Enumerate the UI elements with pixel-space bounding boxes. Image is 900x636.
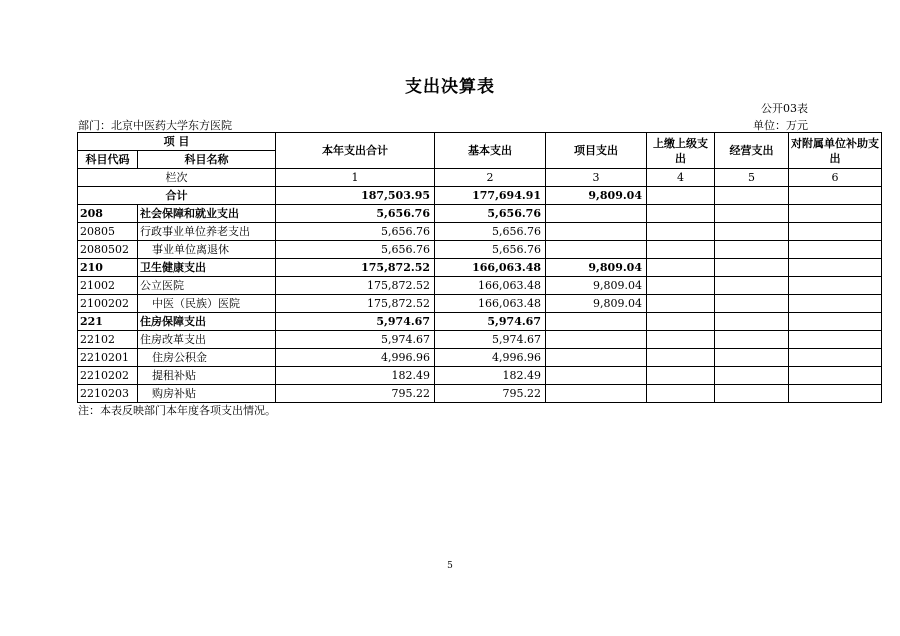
amount-basic: 182.49 <box>435 367 546 385</box>
header-code: 科目代码 <box>78 151 138 169</box>
amount-subsidy <box>789 241 882 259</box>
amount-basic: 166,063.48 <box>435 259 546 277</box>
amount-upper <box>647 331 715 349</box>
amount-basic: 166,063.48 <box>435 277 546 295</box>
amount-project <box>546 205 647 223</box>
total-upper <box>647 187 715 205</box>
amount-basic: 795.22 <box>435 385 546 403</box>
total-business <box>715 187 789 205</box>
header-basic: 基本支出 <box>435 133 546 169</box>
amount-business <box>715 295 789 313</box>
total-label: 合计 <box>78 187 276 205</box>
seq-label: 栏次 <box>78 169 276 187</box>
amount-basic: 166,063.48 <box>435 295 546 313</box>
amount-business <box>715 313 789 331</box>
seq-num: 4 <box>647 169 715 187</box>
amount-subsidy <box>789 385 882 403</box>
subject-code: 2210201 <box>78 349 138 367</box>
header-upper-payment: 上缴上级支出 <box>647 133 715 169</box>
table-row <box>78 205 882 223</box>
subject-name: 事业单位离退休 <box>138 241 276 259</box>
subject-code: 21002 <box>78 277 138 295</box>
amount-business <box>715 277 789 295</box>
amount-project <box>546 385 647 403</box>
amount-project <box>546 223 647 241</box>
amount-total: 182.49 <box>276 367 435 385</box>
department-label: 部门：北京中医药大学东方医院 <box>78 119 232 132</box>
amount-total: 5,656.76 <box>276 205 435 223</box>
amount-project <box>546 367 647 385</box>
amount-subsidy <box>789 313 882 331</box>
subject-name: 公立医院 <box>138 277 276 295</box>
table-row <box>78 367 882 385</box>
header-subsidy: 对附属单位补助支出 <box>789 133 882 169</box>
amount-business <box>715 223 789 241</box>
seq-num: 3 <box>546 169 647 187</box>
amount-basic: 5,974.67 <box>435 313 546 331</box>
page-title: 支出决算表 <box>405 77 495 97</box>
unit-label: 单位：万元 <box>753 119 808 132</box>
amount-upper <box>647 295 715 313</box>
seq-num: 2 <box>435 169 546 187</box>
amount-subsidy <box>789 205 882 223</box>
subject-code: 208 <box>78 205 138 223</box>
amount-subsidy <box>789 295 882 313</box>
amount-project <box>546 313 647 331</box>
amount-basic: 4,996.96 <box>435 349 546 367</box>
expenditure-table <box>77 132 882 403</box>
amount-subsidy <box>789 223 882 241</box>
footnote: 注：本表反映部门本年度各项支出情况。 <box>78 404 276 417</box>
subject-code: 210 <box>78 259 138 277</box>
amount-total: 175,872.52 <box>276 277 435 295</box>
seq-num: 1 <box>276 169 435 187</box>
total-subsidy <box>789 187 882 205</box>
amount-upper <box>647 241 715 259</box>
table-row <box>78 349 882 367</box>
amount-total: 175,872.52 <box>276 259 435 277</box>
amount-business <box>715 349 789 367</box>
subject-code: 2210202 <box>78 367 138 385</box>
amount-upper <box>647 385 715 403</box>
subject-name: 住房公积金 <box>138 349 276 367</box>
amount-subsidy <box>789 331 882 349</box>
amount-project: 9,809.04 <box>546 277 647 295</box>
amount-project <box>546 349 647 367</box>
seq-num: 5 <box>715 169 789 187</box>
amount-upper <box>647 367 715 385</box>
total-basic: 177,694.91 <box>435 187 546 205</box>
table-row <box>78 313 882 331</box>
amount-upper <box>647 259 715 277</box>
subject-name: 住房保障支出 <box>138 313 276 331</box>
amount-project <box>546 331 647 349</box>
subject-code: 221 <box>78 313 138 331</box>
amount-business <box>715 385 789 403</box>
table-row <box>78 385 882 403</box>
amount-basic: 5,974.67 <box>435 331 546 349</box>
header-project: 项 目 <box>78 133 276 151</box>
amount-upper <box>647 223 715 241</box>
header-total: 本年支出合计 <box>276 133 435 169</box>
amount-project: 9,809.04 <box>546 259 647 277</box>
amount-project <box>546 241 647 259</box>
amount-business <box>715 205 789 223</box>
table-row <box>78 295 882 313</box>
table-row <box>78 241 882 259</box>
amount-total: 795.22 <box>276 385 435 403</box>
amount-basic: 5,656.76 <box>435 205 546 223</box>
subject-name: 提租补贴 <box>138 367 276 385</box>
subject-code: 2100202 <box>78 295 138 313</box>
amount-subsidy <box>789 367 882 385</box>
amount-upper <box>647 205 715 223</box>
amount-upper <box>647 313 715 331</box>
header-name: 科目名称 <box>138 151 276 169</box>
subject-code: 20805 <box>78 223 138 241</box>
subject-code: 2210203 <box>78 385 138 403</box>
amount-business <box>715 367 789 385</box>
table-row <box>78 259 882 277</box>
amount-total: 5,974.67 <box>276 331 435 349</box>
amount-business <box>715 241 789 259</box>
amount-upper <box>647 277 715 295</box>
amount-business <box>715 331 789 349</box>
amount-total: 5,656.76 <box>276 241 435 259</box>
subject-name: 社会保障和就业支出 <box>138 205 276 223</box>
page-number: 5 <box>447 561 453 571</box>
amount-subsidy <box>789 277 882 295</box>
amount-subsidy <box>789 259 882 277</box>
subject-code: 2080502 <box>78 241 138 259</box>
amount-total: 4,996.96 <box>276 349 435 367</box>
amount-upper <box>647 349 715 367</box>
seq-num: 6 <box>789 169 882 187</box>
amount-total: 175,872.52 <box>276 295 435 313</box>
subject-name: 购房补贴 <box>138 385 276 403</box>
form-code-label: 公开03表 <box>761 102 808 115</box>
total-project: 9,809.04 <box>546 187 647 205</box>
total-amount: 187,503.95 <box>276 187 435 205</box>
amount-project: 9,809.04 <box>546 295 647 313</box>
amount-total: 5,974.67 <box>276 313 435 331</box>
subject-name: 行政事业单位养老支出 <box>138 223 276 241</box>
header-project-expense: 项目支出 <box>546 133 647 169</box>
table-row <box>78 223 882 241</box>
amount-total: 5,656.76 <box>276 223 435 241</box>
subject-name: 中医（民族）医院 <box>138 295 276 313</box>
amount-business <box>715 259 789 277</box>
amount-subsidy <box>789 349 882 367</box>
header-business: 经营支出 <box>715 133 789 169</box>
table-row <box>78 277 882 295</box>
subject-name: 卫生健康支出 <box>138 259 276 277</box>
amount-basic: 5,656.76 <box>435 241 546 259</box>
table-row <box>78 331 882 349</box>
subject-name: 住房改革支出 <box>138 331 276 349</box>
amount-basic: 5,656.76 <box>435 223 546 241</box>
subject-code: 22102 <box>78 331 138 349</box>
